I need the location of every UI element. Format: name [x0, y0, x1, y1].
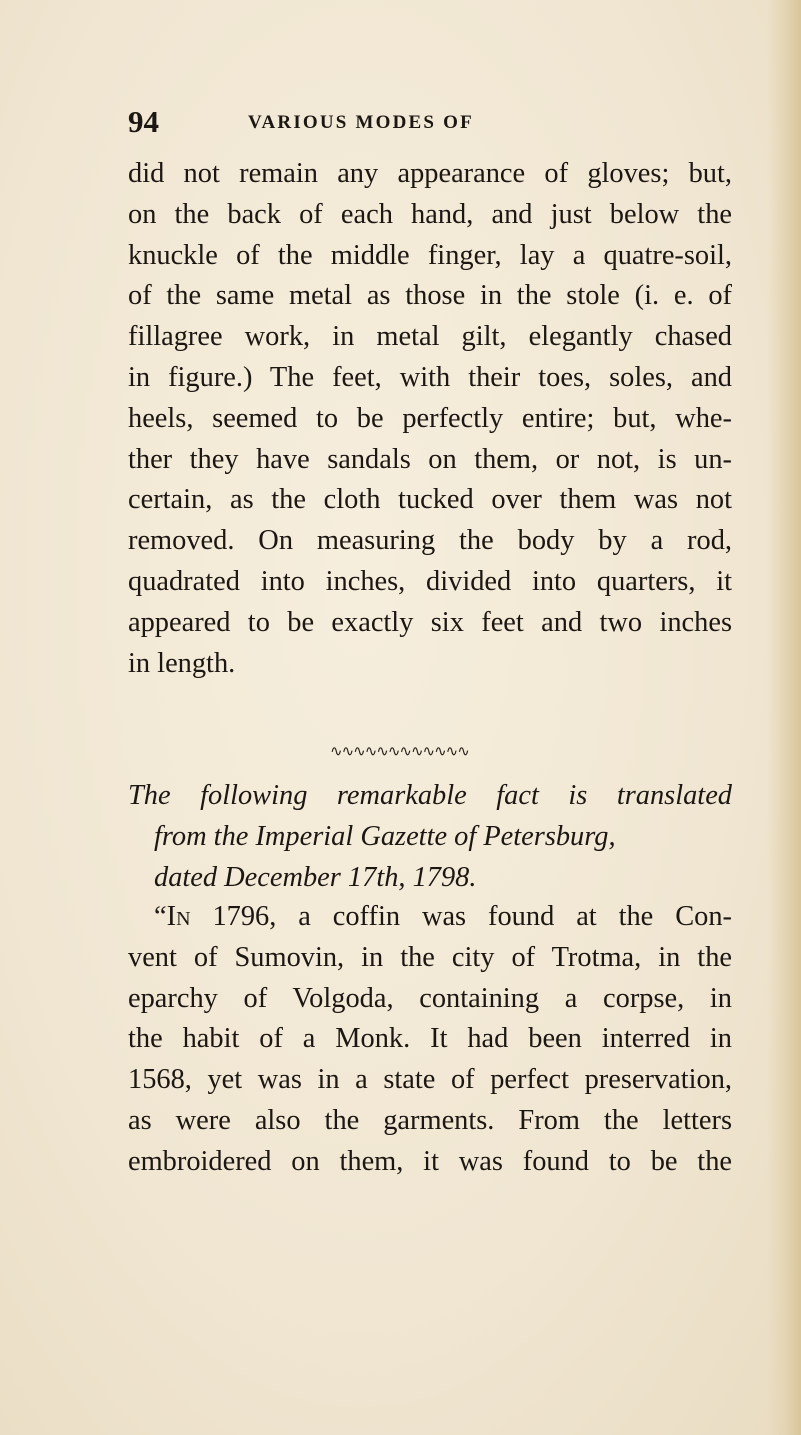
- paragraph-coffin-account: [128, 897, 732, 1183]
- text-line: certain, as the cloth tucked over them was not: [128, 484, 732, 516]
- page-number: 94: [128, 104, 159, 139]
- text-line: 1568, yet was in a state of perfect preservation,: [128, 1064, 732, 1096]
- opening-quote: “: [154, 901, 167, 932]
- paragraph-gloves-description: [128, 154, 732, 684]
- notice-line: from the Imperial Gazette of Petersburg,: [154, 820, 616, 852]
- text-line: of the same metal as those in the stole (i. e. of: [128, 280, 732, 312]
- text-line: quadrated into inches, divided into quarters, it: [128, 565, 732, 597]
- notice-line: dated December 17th, 1798.: [154, 861, 477, 893]
- running-title: VARIOUS MODES OF: [248, 112, 474, 133]
- section-divider-ornament: ∿∿∿∿∿∿∿∿∿∿∿∿: [330, 744, 469, 760]
- text-line: as were also the garments. From the letters: [128, 1104, 732, 1136]
- text-line: in length.: [128, 647, 236, 679]
- text-line: on the back of each hand, and just below the: [128, 198, 732, 230]
- page-header: [128, 102, 728, 142]
- text-line: knuckle of the middle finger, lay a quatre-soil,: [128, 239, 732, 271]
- text-line: vent of Sumovin, in the city of Trotma, in the: [128, 941, 732, 973]
- first-word: In: [166, 901, 191, 932]
- page-edge-shadow: [767, 0, 801, 1435]
- text-line: heels, seemed to be perfectly entire; but, whe-: [128, 402, 732, 434]
- text-line: in figure.) The feet, with their toes, soles, and: [128, 361, 732, 393]
- text-line: embroidered on them, it was found to be the: [128, 1145, 732, 1177]
- text-line: did not remain any appearance of gloves; but,: [128, 158, 732, 189]
- text-line-first: [128, 897, 732, 938]
- notice-line: The following remarkable fact is translated: [128, 780, 732, 811]
- text-line: removed. On measuring the body by a rod,: [128, 525, 732, 557]
- text-line: eparchy of Volgoda, containing a corpse, in: [128, 982, 732, 1014]
- section-notice-heading: [128, 776, 732, 898]
- text-line: fillagree work, in metal gilt, elegantly chased: [128, 321, 732, 353]
- text-line: ther they have sandals on them, or not, is un-: [128, 443, 732, 475]
- text-line: appeared to be exactly six feet and two inches: [128, 606, 732, 638]
- text-line: the habit of a Monk. It had been interred in: [128, 1023, 732, 1055]
- first-line-text: 1796, a coffin was found at the Con-: [190, 901, 732, 932]
